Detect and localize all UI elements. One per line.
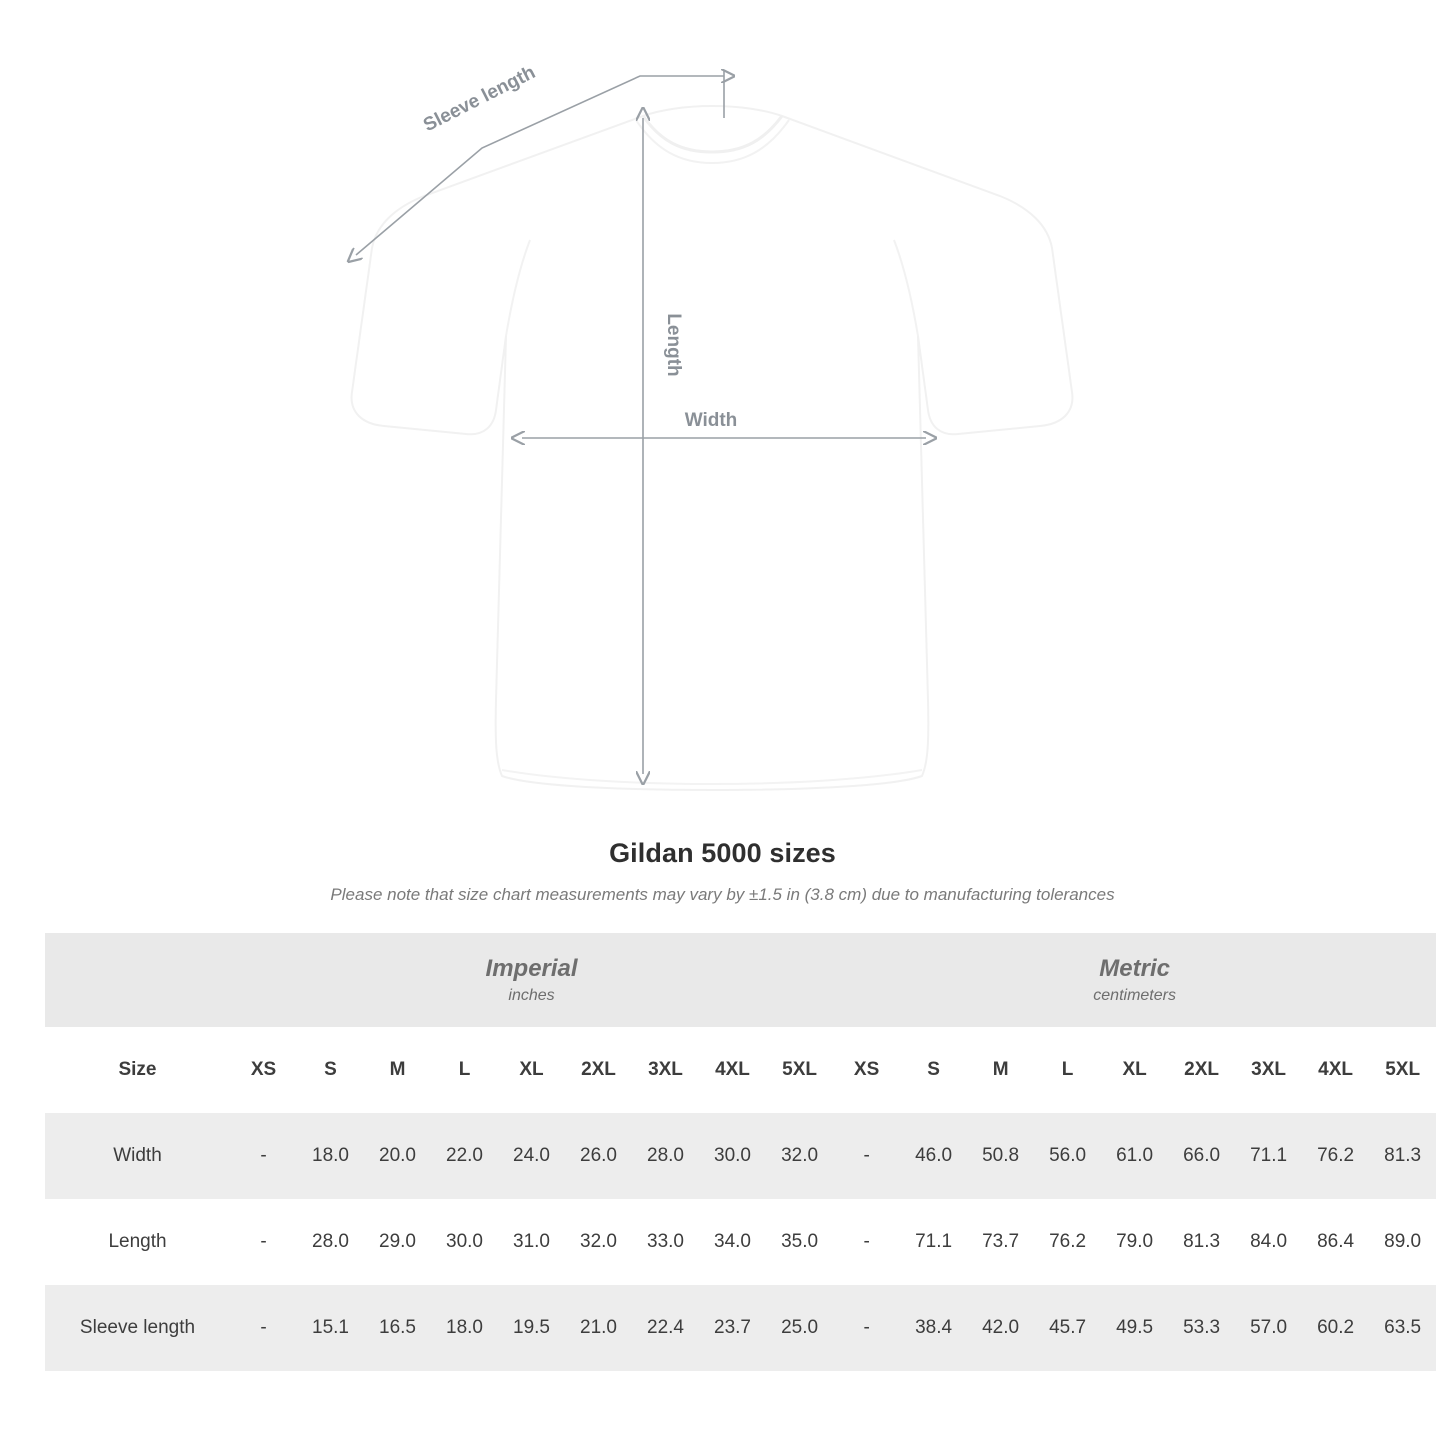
cell-width-metric-5xl: 81.3 [1369, 1113, 1436, 1199]
size-col-metric-l: L [1034, 1027, 1101, 1113]
cell-sleeve-imperial-s: 15.1 [297, 1285, 364, 1371]
cell-length-imperial-3xl: 33.0 [632, 1199, 699, 1285]
size-col-imperial-4xl: 4XL [699, 1027, 766, 1113]
size-col-metric-m: M [967, 1027, 1034, 1113]
unit-group-metric-sub: centimeters [1093, 987, 1176, 1005]
cell-sleeve-imperial-m: 16.5 [364, 1285, 431, 1371]
size-col-imperial-3xl: 3XL [632, 1027, 699, 1113]
size-table-wrapper [0, 933, 1445, 1371]
sleeve-length-label: Sleeve length [420, 61, 539, 137]
size-col-imperial-5xl: 5XL [766, 1027, 833, 1113]
row-label-width: Width [45, 1113, 230, 1199]
cell-length-imperial-m: 29.0 [364, 1199, 431, 1285]
size-table [45, 933, 1436, 1371]
cell-width-imperial-l: 22.0 [431, 1113, 498, 1199]
length-label: Length [663, 313, 684, 377]
cell-length-metric-s: 71.1 [900, 1199, 967, 1285]
cell-sleeve-imperial-xl: 19.5 [498, 1285, 565, 1371]
cell-width-metric-4xl: 76.2 [1302, 1113, 1369, 1199]
cell-sleeve-metric-3xl: 57.0 [1235, 1285, 1302, 1371]
cell-sleeve-metric-xs: - [833, 1285, 900, 1371]
row-label-sleeve-length: Sleeve length [45, 1285, 230, 1371]
size-col-imperial-s: S [297, 1027, 364, 1113]
cell-sleeve-imperial-4xl: 23.7 [699, 1285, 766, 1371]
size-col-imperial-l: L [431, 1027, 498, 1113]
cell-length-metric-l: 76.2 [1034, 1199, 1101, 1285]
width-label: Width [684, 410, 738, 431]
unit-group-imperial-name: Imperial [485, 954, 578, 982]
cell-sleeve-metric-xl: 49.5 [1101, 1285, 1168, 1371]
cell-width-imperial-m: 20.0 [364, 1113, 431, 1199]
row-label-length: Length [45, 1199, 230, 1285]
cell-sleeve-metric-5xl: 63.5 [1369, 1285, 1436, 1371]
cell-width-metric-3xl: 71.1 [1235, 1113, 1302, 1199]
size-col-imperial-xl: XL [498, 1027, 565, 1113]
unit-header-row [45, 933, 1436, 1027]
tshirt-shape [352, 106, 1073, 790]
cell-width-metric-m: 50.8 [967, 1113, 1034, 1199]
cell-length-metric-5xl: 89.0 [1369, 1199, 1436, 1285]
cell-length-imperial-xl: 31.0 [498, 1199, 565, 1285]
size-col-metric-xs: XS [833, 1027, 900, 1113]
cell-width-imperial-s: 18.0 [297, 1113, 364, 1199]
unit-group-imperial-sub: inches [508, 987, 555, 1005]
cell-width-imperial-4xl: 30.0 [699, 1113, 766, 1199]
cell-width-imperial-5xl: 32.0 [766, 1113, 833, 1199]
cell-sleeve-metric-l: 45.7 [1034, 1285, 1101, 1371]
size-col-imperial-m: M [364, 1027, 431, 1113]
tolerance-note: Please note that size chart measurements may vary by ±1.5 in (3.8 cm) due to manufacturing tolerances [330, 885, 1115, 904]
cell-sleeve-imperial-l: 18.0 [431, 1285, 498, 1371]
size-header-row [45, 1027, 1436, 1113]
cell-width-imperial-xs: - [230, 1113, 297, 1199]
unit-group-metric [833, 933, 1436, 1027]
size-col-metric-4xl: 4XL [1302, 1027, 1369, 1113]
cell-length-metric-2xl: 81.3 [1168, 1199, 1235, 1285]
size-header-label: Size [45, 1027, 230, 1113]
cell-sleeve-metric-s: 38.4 [900, 1285, 967, 1371]
cell-length-metric-4xl: 86.4 [1302, 1199, 1369, 1285]
cell-width-metric-xl: 61.0 [1101, 1113, 1168, 1199]
cell-length-metric-xl: 79.0 [1101, 1199, 1168, 1285]
cell-sleeve-imperial-3xl: 22.4 [632, 1285, 699, 1371]
cell-width-imperial-xl: 24.0 [498, 1113, 565, 1199]
cell-length-metric-3xl: 84.0 [1235, 1199, 1302, 1285]
unit-group-imperial [230, 933, 833, 1027]
cell-width-metric-xs: - [833, 1113, 900, 1199]
title-block [0, 838, 1445, 905]
cell-length-metric-xs: - [833, 1199, 900, 1285]
size-col-metric-5xl: 5XL [1369, 1027, 1436, 1113]
size-col-imperial-xs: XS [230, 1027, 297, 1113]
size-col-metric-xl: XL [1101, 1027, 1168, 1113]
unit-group-metric-name: Metric [1099, 954, 1170, 982]
table-row [45, 1285, 1436, 1371]
cell-length-imperial-xs: - [230, 1199, 297, 1285]
cell-length-imperial-2xl: 32.0 [565, 1199, 632, 1285]
size-col-metric-2xl: 2XL [1168, 1027, 1235, 1113]
size-col-imperial-2xl: 2XL [565, 1027, 632, 1113]
cell-sleeve-imperial-xs: - [230, 1285, 297, 1371]
cell-sleeve-metric-2xl: 53.3 [1168, 1285, 1235, 1371]
cell-width-metric-l: 56.0 [1034, 1113, 1101, 1199]
cell-sleeve-imperial-5xl: 25.0 [766, 1285, 833, 1371]
size-col-metric-s: S [900, 1027, 967, 1113]
cell-sleeve-imperial-2xl: 21.0 [565, 1285, 632, 1371]
cell-width-imperial-2xl: 26.0 [565, 1113, 632, 1199]
cell-width-metric-s: 46.0 [900, 1113, 967, 1199]
cell-length-imperial-5xl: 35.0 [766, 1199, 833, 1285]
cell-width-metric-2xl: 66.0 [1168, 1113, 1235, 1199]
table-row [45, 1199, 1436, 1285]
size-col-metric-3xl: 3XL [1235, 1027, 1302, 1113]
table-row [45, 1113, 1436, 1199]
cell-sleeve-metric-4xl: 60.2 [1302, 1285, 1369, 1371]
unit-spacer [45, 933, 230, 1027]
cell-length-imperial-l: 30.0 [431, 1199, 498, 1285]
cell-width-imperial-3xl: 28.0 [632, 1113, 699, 1199]
page-title: Gildan 5000 sizes [609, 838, 836, 868]
cell-sleeve-metric-m: 42.0 [967, 1285, 1034, 1371]
cell-length-metric-m: 73.7 [967, 1199, 1034, 1285]
cell-length-imperial-s: 28.0 [297, 1199, 364, 1285]
cell-length-imperial-4xl: 34.0 [699, 1199, 766, 1285]
